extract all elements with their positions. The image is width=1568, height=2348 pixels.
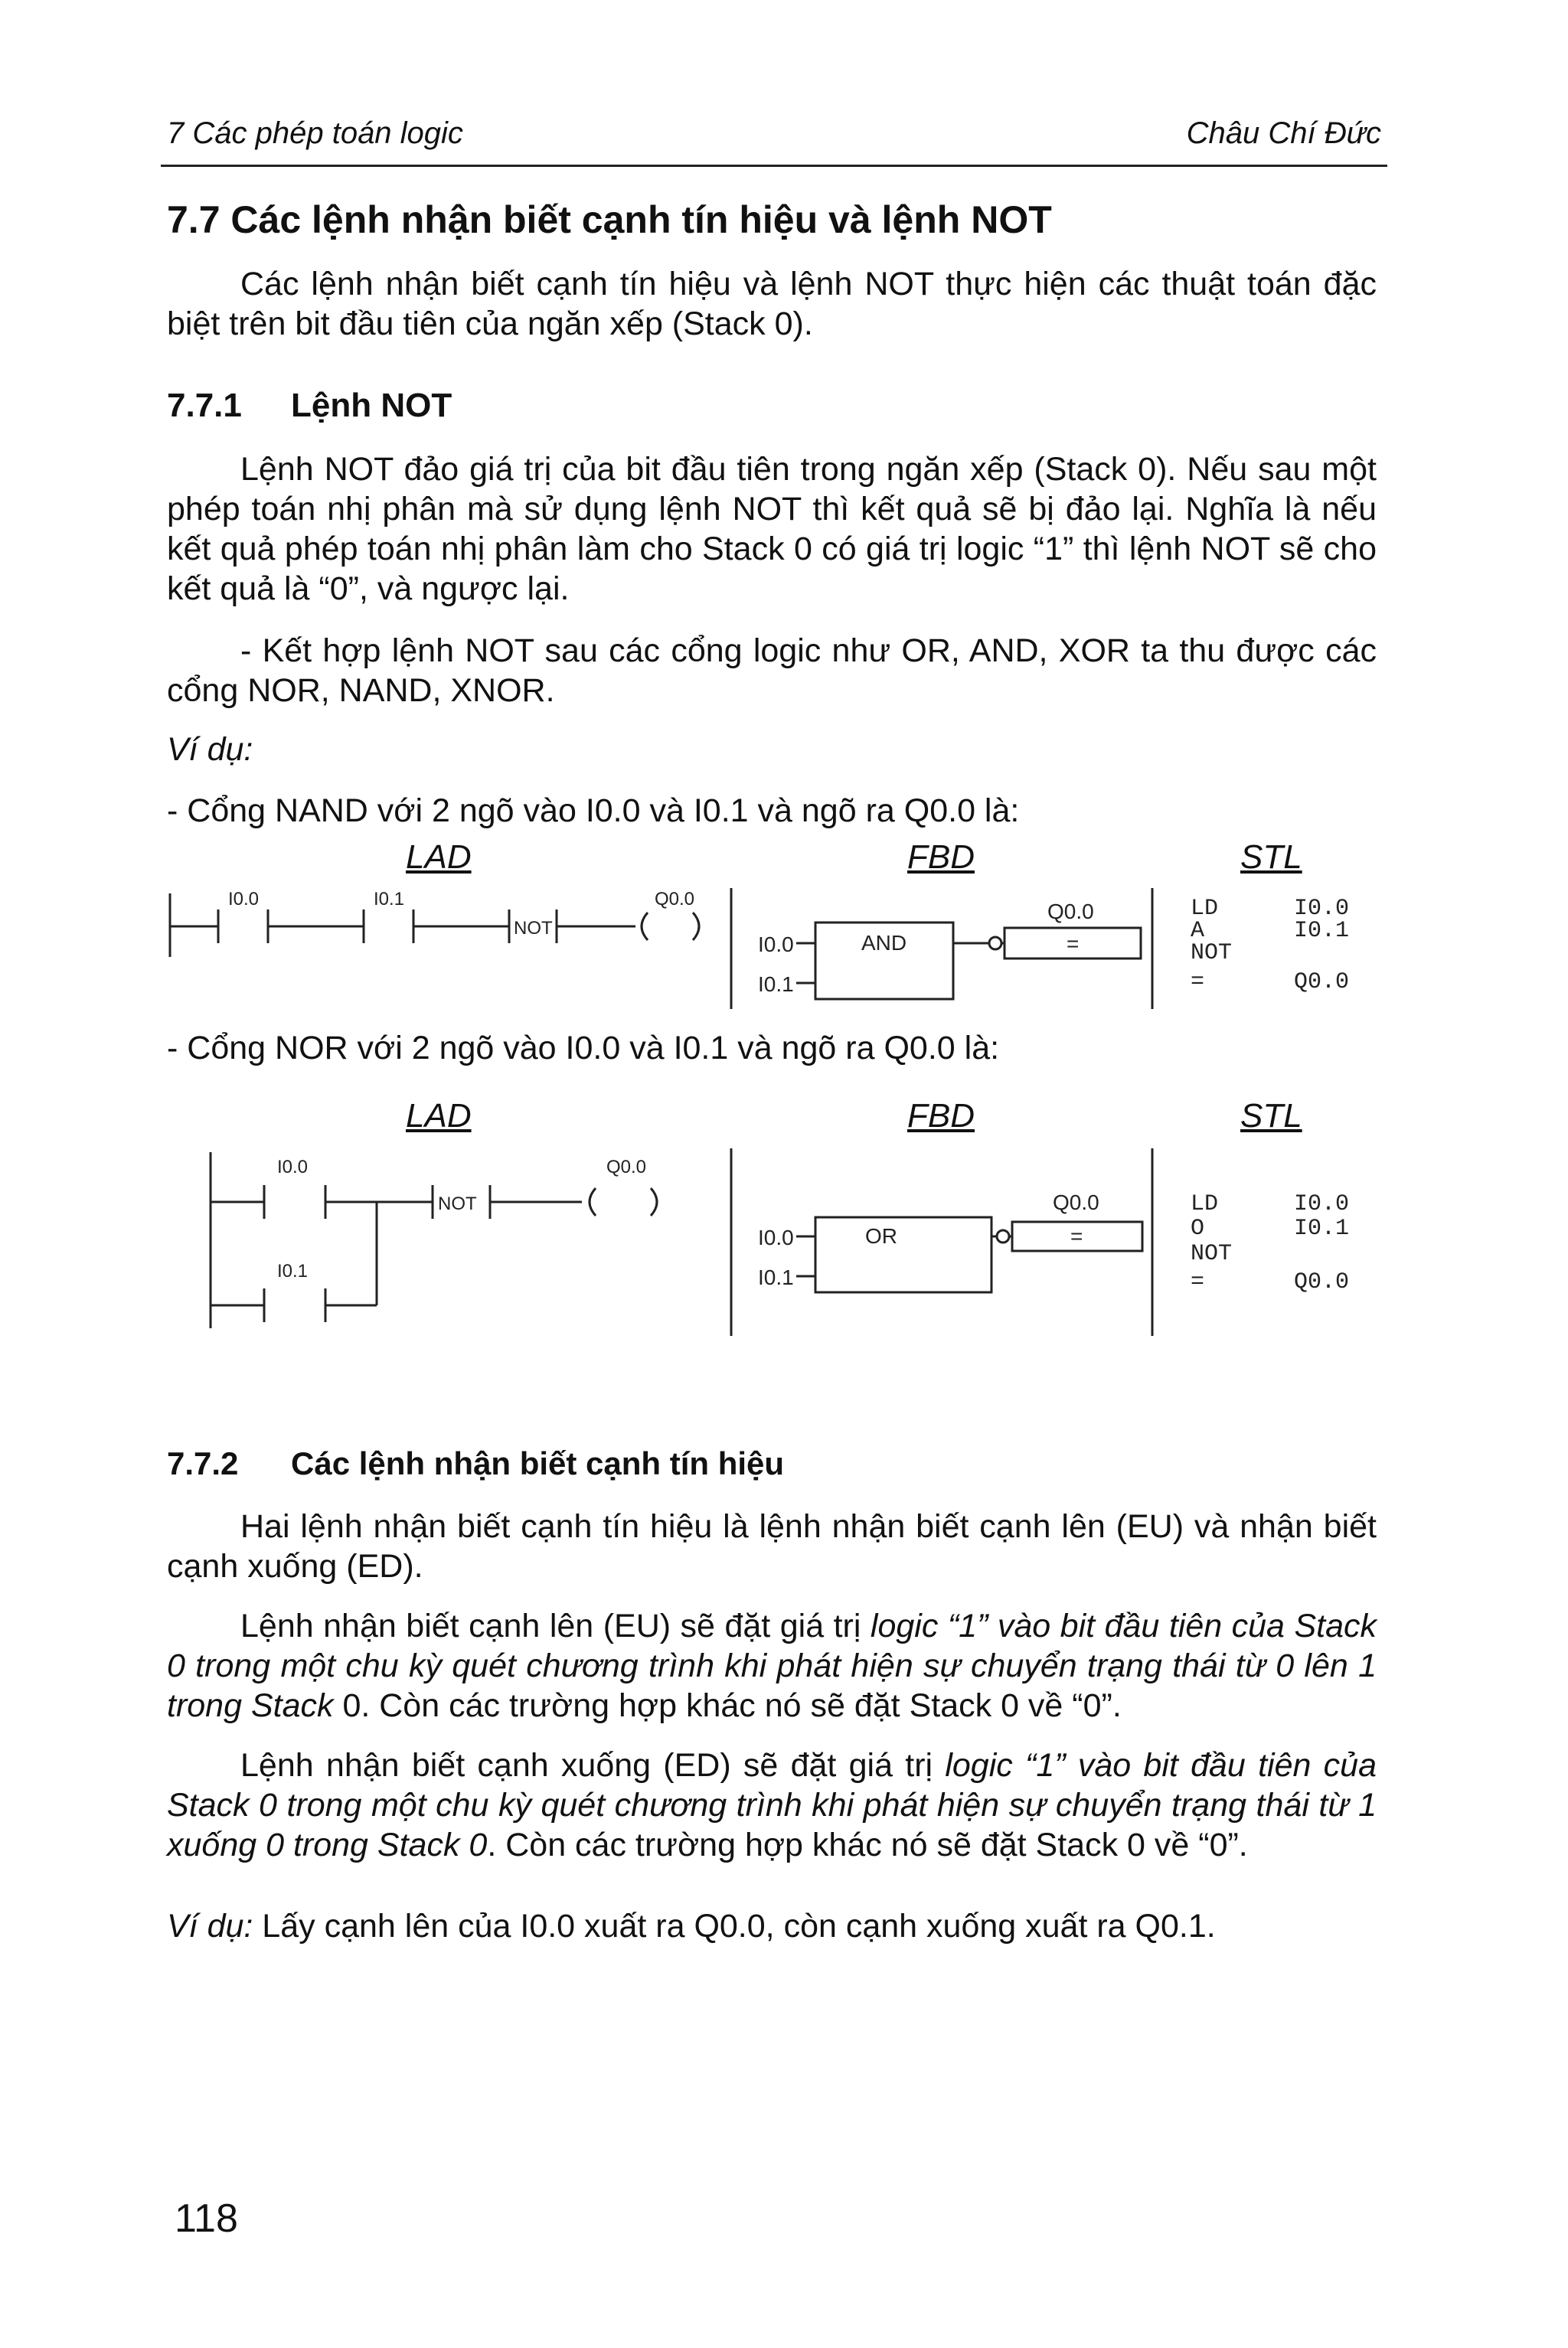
negation-bubble	[989, 937, 1001, 949]
edge-intro-paragraph: Hai lệnh nhận biết cạnh tín hiệu là lệnh nhận biết cạnh lên (EU) và nhận biết cạnh xuống (ED).	[167, 1508, 1377, 1585]
nand-fbd	[796, 923, 1141, 999]
nor-stl-arg-4: Q0.0	[1294, 1269, 1350, 1295]
subsection2-number: 7.7.2	[167, 1445, 239, 1481]
nor-stl-arg-2: I0.1	[1294, 1216, 1350, 1242]
nand-stl-op-2: A	[1191, 918, 1205, 944]
nor-lad-label: LAD	[406, 1097, 472, 1135]
negation-bubble	[997, 1230, 1009, 1243]
nor-fbd-in2: I0.1	[758, 1265, 794, 1289]
nor-fbd-gate: OR	[865, 1224, 897, 1248]
nor-fbd-label: FBD	[907, 1097, 975, 1135]
nand-coil-label: Q0.0	[655, 889, 695, 909]
nor-fbd-assign: =	[1070, 1224, 1083, 1248]
nand-contact2-label: I0.1	[374, 889, 405, 909]
nor-contact2-label: I0.1	[277, 1261, 309, 1282]
running-header-chapter: 7 Các phép toán logic	[167, 116, 463, 150]
example-label: Ví dụ:	[167, 731, 253, 768]
nor-diagram	[0, 1141, 1568, 1340]
coil-right-arc	[693, 913, 699, 940]
not-paragraph: Lệnh NOT đảo giá trị của bit đầu tiên trong ngăn xếp (Stack 0). Nếu sau một phép toán nhị phân mà sử dụng lệnh NOT thì kết quả sẽ bị đảo lại. Nghĩa là nếu kết quả phép toán nhị phân làm cho Stack 0 có giá trị logic “1” thì lệnh NOT sẽ cho kết quả là “0”, và ngược lại.	[167, 451, 1377, 607]
running-header-author: Châu Chí Đức	[1186, 116, 1381, 150]
nor-fbd	[796, 1217, 1142, 1292]
nand-contact1-label: I0.0	[228, 889, 260, 909]
header-rule	[161, 165, 1387, 167]
nand-fbd-in1: I0.0	[758, 932, 794, 956]
subsection-number: 7.7.1	[167, 387, 242, 424]
nor-stl-op-1: LD	[1191, 1191, 1219, 1217]
nand-diagram	[0, 880, 1568, 1018]
subsection2-title: Các lệnh nhận biết cạnh tín hiệu	[291, 1445, 785, 1481]
nand-fbd-assign: =	[1067, 932, 1080, 955]
nand-stl-op-3: NOT	[1191, 940, 1233, 966]
nor-stl-arg-1: I0.0	[1294, 1191, 1350, 1217]
subsection-title: Lệnh NOT	[291, 387, 452, 424]
nand-stl-op-4: =	[1191, 969, 1205, 995]
nand-fbd-in2: I0.1	[758, 972, 794, 996]
nand-stl	[1191, 896, 1349, 995]
nor-stl-op-2: O	[1191, 1216, 1205, 1242]
section-title: 7.7 Các lệnh nhận biết cạnh tín hiệu và lệnh NOT	[167, 198, 1052, 241]
nor-fbd-in1: I0.0	[758, 1226, 794, 1249]
nand-stl-arg-1: I0.0	[1294, 896, 1350, 922]
eu-paragraph: Lệnh nhận biết cạnh lên (EU) sẽ đặt giá trị logic “1” vào bit đầu tiên của Stack 0 trong một chu kỳ quét chương trình khi phát hiện sự chuyển trạng thái từ 0 lên 1 trong Stack 0. Còn các trường hợp khác nó sẽ đặt Stack 0 về “0”.	[167, 1608, 1377, 1724]
nand-fbd-label: FBD	[907, 838, 975, 876]
nand-stl-label: STL	[1240, 838, 1302, 876]
nor-contact1-label: I0.0	[277, 1157, 309, 1177]
or-box	[815, 1217, 991, 1292]
nor-coil-label: Q0.0	[606, 1157, 647, 1177]
nor-stl-op-4: =	[1191, 1269, 1205, 1295]
nor-lad	[211, 1152, 657, 1328]
nand-fbd-gate: AND	[861, 931, 907, 955]
coil-left-arc	[590, 1188, 596, 1216]
coil-right-arc	[651, 1188, 657, 1216]
ed-paragraph: Lệnh nhận biết cạnh xuống (ED) sẽ đặt giá trị logic “1” vào bit đầu tiên của Stack 0 trong một chu kỳ quét chương trình khi phát hiện sự chuyển trạng thái từ 1 xuống 0 trong Stack 0. Còn các trường hợp khác nó sẽ đặt Stack 0 về “0”.	[167, 1747, 1377, 1863]
coil-left-arc	[642, 913, 648, 940]
nand-not-label: NOT	[514, 918, 553, 939]
nor-caption: - Cổng NOR với 2 ngõ vào I0.0 và I0.1 và ngõ ra Q0.0 là:	[167, 1030, 1000, 1066]
nor-stl-label: STL	[1240, 1097, 1302, 1135]
nor-not-label: NOT	[438, 1194, 477, 1214]
edge-example: Ví dụ: Lấy cạnh lên của I0.0 xuất ra Q0.0, còn cạnh xuống xuất ra Q0.1.	[167, 1908, 1216, 1945]
nand-caption: - Cổng NAND với 2 ngõ vào I0.0 và I0.1 và ngõ ra Q0.0 là:	[167, 792, 1020, 829]
not-combination-paragraph: - Kết hợp lệnh NOT sau các cổng logic như OR, AND, XOR ta thu được các cổng NOR, NAND, XNOR.	[167, 632, 1377, 709]
nand-stl-arg-2: I0.1	[1294, 918, 1350, 944]
nand-stl-op-1: LD	[1191, 896, 1219, 922]
nand-stl-arg-4: Q0.0	[1294, 969, 1350, 995]
nand-lad-label: LAD	[406, 838, 472, 876]
nor-fbd-out: Q0.0	[1053, 1190, 1099, 1214]
nand-fbd-out: Q0.0	[1047, 900, 1094, 923]
nor-stl	[1191, 1191, 1349, 1295]
section-intro: Các lệnh nhận biết cạnh tín hiệu và lệnh NOT thực hiện các thuật toán đặc biệt trên bit đầu tiên của ngăn xếp (Stack 0).	[167, 266, 1377, 342]
page-number: 118	[175, 2196, 238, 2241]
nor-stl-op-3: NOT	[1191, 1241, 1233, 1267]
